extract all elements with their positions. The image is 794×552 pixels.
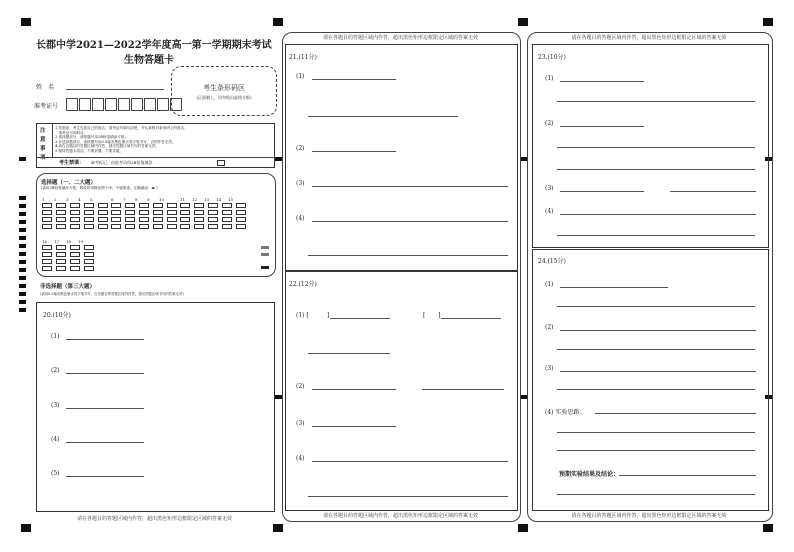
registration-mark (518, 18, 528, 26)
q20-box (36, 302, 275, 512)
registration-mark (273, 18, 283, 26)
q21-answer-line[interactable] (312, 151, 396, 152)
q20-answer-line[interactable] (66, 373, 144, 374)
q22-answer-line[interactable] (422, 389, 504, 390)
q22-bracket: ] (438, 312, 441, 319)
q23-answer-line[interactable] (560, 191, 644, 192)
mc-title: 选择题（一、二大题） (41, 180, 97, 186)
mc-group-4-numbers: 16 17 18 19 (42, 239, 84, 244)
registration-mark (763, 524, 773, 532)
barcode-area (171, 66, 277, 116)
mc-edge-marks (261, 246, 269, 269)
q24-answer-line[interactable] (595, 413, 756, 414)
q24-answer-line[interactable] (557, 349, 755, 350)
name-field[interactable] (66, 89, 164, 90)
q23-answer-line[interactable] (557, 235, 755, 236)
q20-answer-line[interactable] (66, 442, 144, 443)
q22-part: (1) [ (296, 312, 309, 319)
q20-answer-line[interactable] (66, 476, 144, 477)
header-warning: 请在各题目的答题区域内作答，超出黑色矩形边框限定区域的答案无效 (571, 35, 727, 41)
notice-line: 1.答题前，考生先将自己的姓名、准考证号填写清楚，并认真核对条形码上的姓名、 (55, 126, 188, 130)
header-warning: 请在各题目的答题区域内作答，超出黑色矩形边框限定区域的答案无效 (322, 35, 478, 41)
barcode-note: (正面朝上，切勿贴出虚线方框) (196, 95, 252, 100)
exam-title: 长郡中学2021—2022学年度高一第一学期期末考试 (36, 40, 272, 51)
mc-bubbles-4[interactable] (42, 245, 95, 271)
q22-answer-line[interactable] (308, 353, 390, 354)
q24-answer-line[interactable] (557, 494, 755, 495)
q24-box (532, 249, 769, 511)
q23-answer-line[interactable] (560, 214, 756, 215)
q24-answer-line[interactable] (557, 389, 755, 390)
mc-note: (请用2B铅笔填涂方框，修改时用橡皮擦干净，不留痕迹。正确填涂：▬ ) (41, 186, 158, 190)
q20-part: (2) (51, 367, 60, 374)
q24-answer-line[interactable] (560, 330, 756, 331)
q23-answer-line[interactable] (557, 169, 755, 170)
timing-mark (19, 157, 26, 161)
notice-line: 准考证号和科目。 (55, 130, 88, 135)
q21-part: (4) (296, 215, 305, 222)
q22-part: (3) (296, 420, 305, 427)
q21-title: 21.(11分) (289, 54, 317, 61)
nonmc-title: 非选择题（第三大题） (40, 284, 96, 290)
registration-mark (518, 524, 528, 532)
mc-bubbles-3[interactable] (180, 203, 247, 229)
subject-title: 生物答题卡 (124, 55, 174, 66)
barcode-title: 考生条形码区 (203, 84, 245, 92)
q21-box (285, 44, 518, 271)
q21-answer-line[interactable] (308, 255, 508, 256)
registration-mark (21, 18, 31, 26)
q23-answer-line[interactable] (560, 126, 644, 127)
mc-bubbles-2[interactable] (111, 203, 178, 229)
notice-label: 注意事项 (40, 128, 46, 161)
registration-mark (21, 524, 31, 532)
timing-mark (520, 157, 527, 161)
q22-box (285, 271, 518, 511)
q21-answer-line[interactable] (308, 116, 458, 117)
q20-answer-line[interactable] (66, 408, 144, 409)
timing-mark (275, 157, 282, 161)
mc-group-3-numbers: 11 12 13 14 15 (180, 197, 234, 202)
notice-line: 3.非选择题部分，请按题号用0.5毫米黑色墨水签字笔书写，否则作答无效。 (55, 139, 176, 144)
q20-part: (1) (51, 333, 60, 340)
q24-answer-line[interactable] (557, 432, 755, 433)
nonmc-note: (请用0.5毫米黑色墨水签字笔书写，在各题目的答题区域内作答，超出答题区域书写的答案无效) (40, 292, 184, 296)
absent-label: 考生禁填： (59, 160, 85, 166)
q23-box (532, 44, 769, 248)
timing-track (19, 196, 26, 316)
q22-part: (2) (296, 383, 305, 390)
q22-bracket: [ (423, 312, 426, 319)
q24-answer-line[interactable] (619, 475, 756, 476)
q21-part: (3) (296, 180, 305, 187)
absent-checkbox[interactable] (217, 160, 225, 166)
q20-answer-line[interactable] (66, 339, 144, 340)
q24-title: 24.(15分) (538, 258, 566, 265)
absent-text: 缺考标记，由监考员用2B铅笔填涂 (91, 160, 153, 165)
q21-part: (2) (296, 145, 305, 152)
q21-answer-line[interactable] (312, 79, 396, 80)
q21-answer-line[interactable] (312, 221, 508, 222)
q20-title: 20.(10分) (43, 312, 71, 319)
q21-answer-line[interactable] (312, 186, 508, 187)
q23-part: (2) (545, 120, 554, 127)
notice-line: 4.请在各题目的答题区域内作答，超出答题区域书写的答案无效。 (55, 144, 160, 149)
name-label: 姓 名 (36, 84, 55, 91)
q22-answer-line[interactable] (330, 318, 390, 319)
id-label: 准考证号 (34, 103, 59, 110)
q22-answer-line[interactable] (312, 389, 396, 390)
q20-part: (4) (51, 436, 60, 443)
q23-answer-line[interactable] (557, 147, 755, 148)
q22-part: (4) (296, 455, 305, 462)
mc-group-2-numbers: 6 7 8 9 10 (111, 197, 165, 202)
id-boxes[interactable] (66, 98, 183, 111)
q24-answer-line[interactable] (560, 287, 668, 288)
q24-expected-label: 预期实验结果及结论： (559, 471, 620, 478)
q24-answer-line[interactable] (560, 371, 756, 372)
q24-answer-line[interactable] (557, 450, 755, 451)
q24-part: (4) 实验思路： (545, 409, 586, 416)
q23-answer-line[interactable] (670, 191, 756, 192)
q24-part: (3) (545, 365, 554, 372)
q22-answer-line[interactable] (308, 496, 508, 497)
q23-answer-line[interactable] (560, 81, 644, 82)
notice-box (36, 123, 275, 168)
mc-bubbles-1[interactable] (42, 203, 109, 229)
q24-answer-line[interactable] (557, 306, 755, 307)
q23-answer-line[interactable] (557, 101, 755, 102)
footer-warning: 请在各题目的答题区域内作答，超出黑色矩形边框限定区域的答案无效 (571, 513, 727, 519)
q22-title: 22.(12分) (289, 281, 317, 288)
registration-mark (763, 18, 773, 26)
q20-part: (3) (51, 402, 60, 409)
notice-line: 2.选择题部分，请按题号用2B铅笔填涂方框。 (55, 135, 129, 140)
registration-mark (273, 524, 283, 532)
q22-bracket: ] (327, 312, 330, 319)
mc-panel (36, 173, 276, 277)
q23-part: (3) (545, 185, 554, 192)
q24-part: (2) (545, 324, 554, 331)
q23-title: 23.(10分) (538, 54, 566, 61)
q24-part: (1) (545, 281, 554, 288)
mc-group-1-numbers: 1 2 3 4 5 (42, 197, 93, 202)
footer-warning: 请在各题目的答题区域内作答，超出黑色矩形边框限定区域的答案无效 (76, 516, 232, 522)
timing-mark (520, 395, 527, 399)
q22-answer-line[interactable] (441, 318, 501, 319)
notice-line: 5.保持答题卡清洁，不要折叠、不要弄破。 (55, 148, 124, 153)
q21-part: (1) (296, 73, 305, 80)
timing-mark (275, 395, 282, 399)
footer-warning: 请在各题目的答题区域内作答，超出黑色矩形边框限定区域的答案无效 (322, 513, 478, 519)
q23-part: (4) (545, 208, 554, 215)
q23-part: (1) (545, 75, 554, 82)
q22-answer-line[interactable] (312, 426, 396, 427)
q22-answer-line[interactable] (312, 461, 508, 462)
q20-part: (5) (51, 470, 60, 477)
